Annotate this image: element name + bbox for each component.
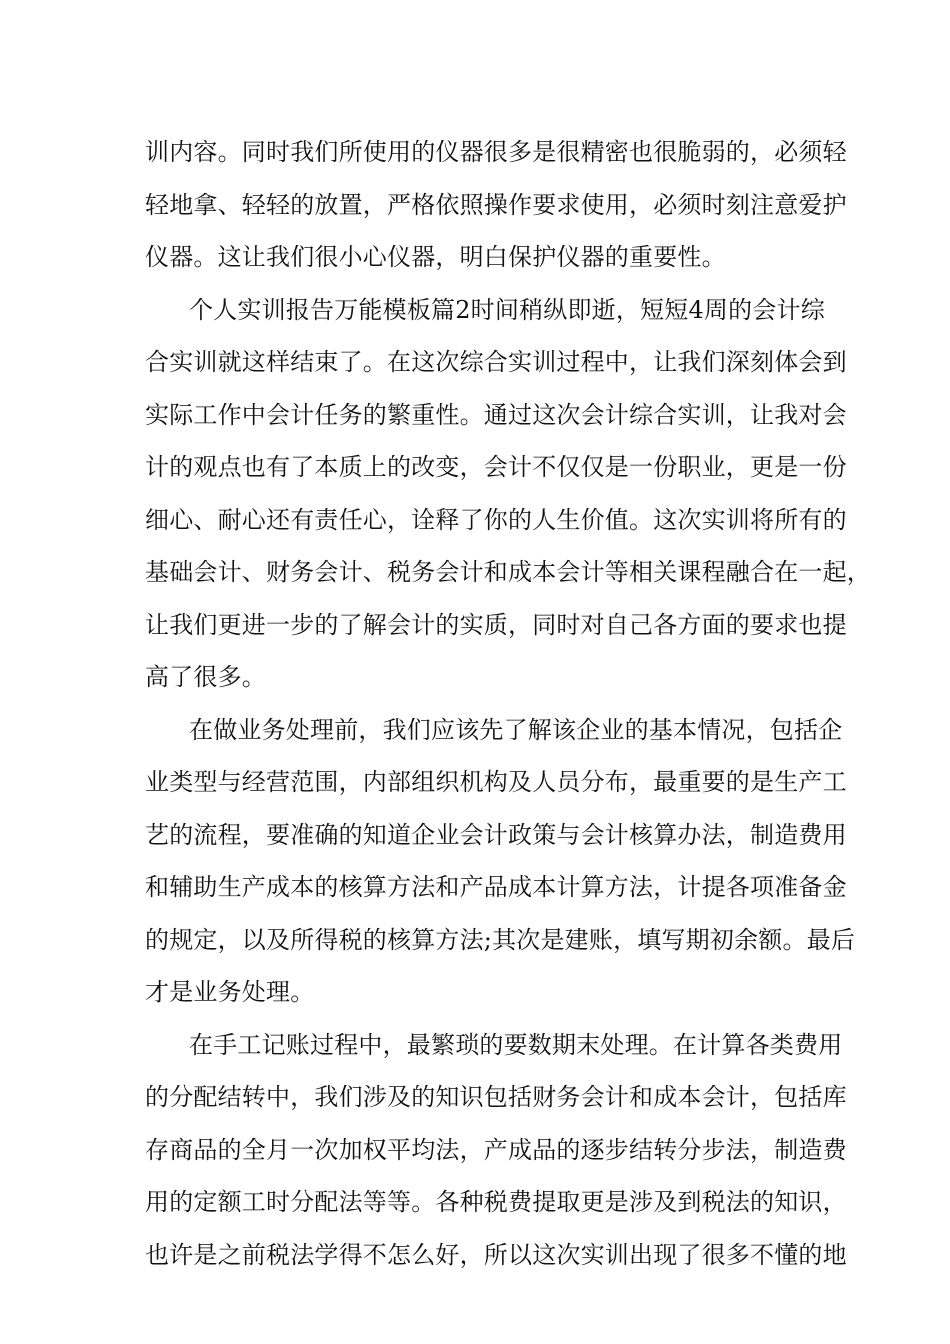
paragraph-start-line: 在做业务处理前，我们应该先了解该企业的基本情况，包括企 xyxy=(189,715,843,744)
text-line: 和辅助生产成本的核算方法和产品成本计算方法，计提各项准备金 xyxy=(145,873,847,901)
text-line: 计的观点也有了本质上的改变，会计不仅仅是一份职业，更是一份 xyxy=(145,453,847,481)
text-line: 合实训就这样结束了。在这次综合实训过程中，让我们深刻体会到 xyxy=(145,348,847,376)
text-line: 让我们更进一步的了解会计的实质，同时对自己各方面的要求也提 xyxy=(145,610,847,639)
text-line: 业类型与经营范围，内部组织机构及人员分布，最重要的是生产工 xyxy=(145,768,847,796)
text-line: 的分配结转中，我们涉及的知识包括财务会计和成本会计，包括库 xyxy=(145,1083,847,1111)
text-line: 基础会计、财务会计、税务会计和成本会计等相关课程融合在一起， xyxy=(145,558,871,586)
paragraph-start-line: 个人实训报告万能模板篇2时间稍纵即逝，短短4周的会计综 xyxy=(189,295,825,324)
text-line: 才是业务处理。 xyxy=(145,978,315,1006)
document-body xyxy=(145,132,871,1287)
paragraph-start-line: 在手工记账过程中，最繁琐的要数期末处理。在计算各类费用 xyxy=(189,1030,843,1059)
text-line: 轻地拿、轻轻的放置，严格依照操作要求使用，必须时刻注意爱护 xyxy=(145,190,847,219)
text-line: 也许是之前税法学得不怎么好，所以这次实训出现了很多不懂的地 xyxy=(145,1240,847,1269)
text-line: 细心、耐心还有责任心，诠释了你的人生价值。这次实训将所有的 xyxy=(145,505,847,534)
text-line: 训内容。同时我们所使用的仪器很多是很精密也很脆弱的，必须轻 xyxy=(145,138,847,166)
text-line: 的规定，以及所得税的核算方法;其次是建账，填写期初余额。最后 xyxy=(145,925,856,954)
text-line: 用的定额工时分配法等等。各种税费提取更是涉及到税法的知识， xyxy=(145,1188,847,1216)
text-line: 存商品的全月一次加权平均法，产成品的逐步结转分步法，制造费 xyxy=(145,1135,847,1164)
text-line: 仪器。这让我们很小心仪器，明白保护仪器的重要性。 xyxy=(145,243,726,271)
text-line: 实际工作中会计任务的繁重性。通过这次会计综合实训，让我对会 xyxy=(145,400,847,429)
text-line: 艺的流程，要准确的知道企业会计政策与会计核算办法，制造费用 xyxy=(145,820,847,849)
text-line: 高了很多。 xyxy=(145,663,266,691)
